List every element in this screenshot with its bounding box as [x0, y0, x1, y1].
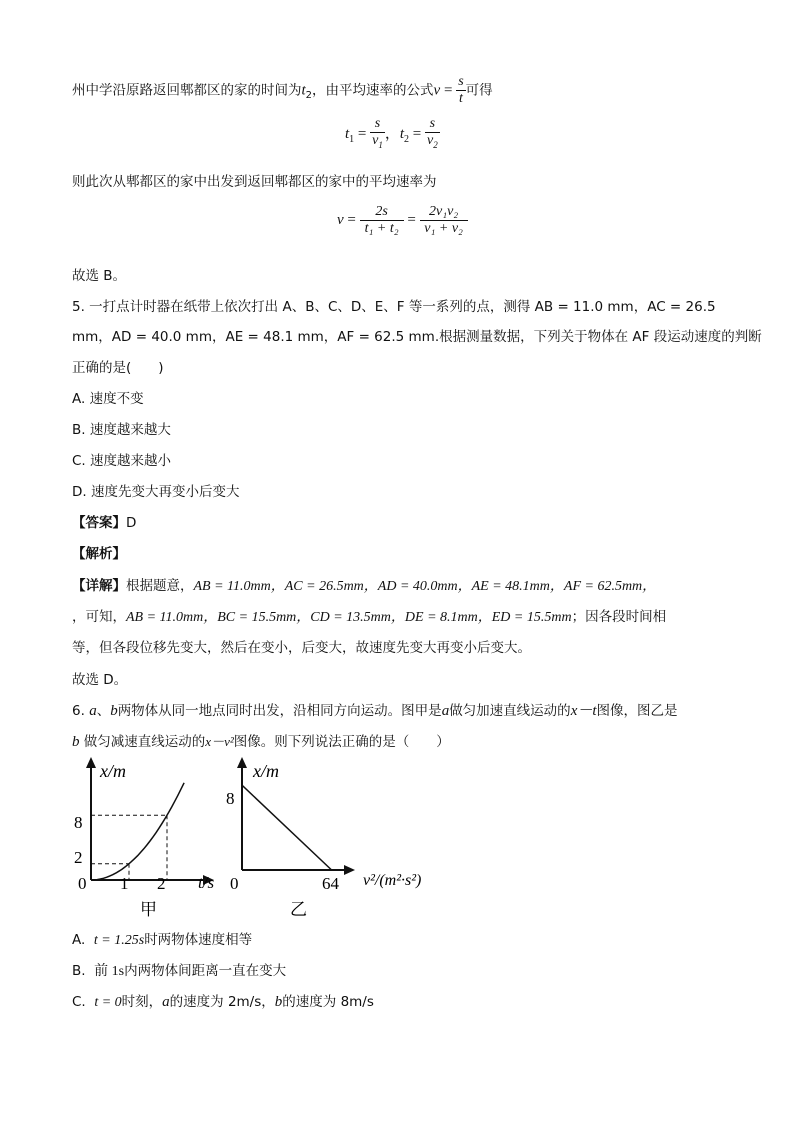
answer-value: D — [126, 515, 137, 531]
yi-ytick-8: 8 — [226, 789, 235, 808]
q6-stem-line-2: b 做匀减速直线运动的x－v²图像。则下列说法正确的是（ ） — [72, 734, 450, 750]
detail-label: 【详解】 — [72, 578, 126, 594]
yi-xtick-64: 64 — [322, 874, 339, 893]
equation-average-speed: v = $\frac{2s}{\text{t₁ + t₂}}$ = $\frac{\text{2v₁v₂}}{\text{v₁ + v₂}}$ — [337, 204, 468, 237]
text: ，由平均速率的公式 — [312, 82, 434, 99]
q6-option-b: B. 前 1s内两物体间距离一直在变大 — [72, 963, 287, 979]
jia-curve — [91, 783, 184, 880]
yi-y-arrow — [237, 757, 247, 768]
text: 可得 — [465, 82, 493, 99]
yi-y-label: x/m — [253, 761, 279, 781]
fraction-s-over-t: $\frac{s}{t}$ — [458, 74, 464, 106]
text: 州中学沿原路返回郫都区的家的时间为 — [72, 82, 302, 99]
equation-t1-t2: $t_1$ = $\frac{s}{v_1}$ ，$t_2$ = $\frac{s}{v_2}$ — [345, 116, 438, 150]
q6-figures — [60, 755, 480, 925]
q5-answer — [72, 513, 136, 533]
answer-label: 【答案】 — [72, 515, 126, 531]
q5-option-b: B. 速度越来越大 — [72, 422, 171, 438]
jia-y-label: x/m — [100, 761, 126, 781]
jia-y-arrow — [86, 757, 96, 768]
var-v: v — [433, 82, 441, 99]
q5-conclusion: 故选 D。 — [72, 672, 128, 688]
q6-option-a: A. t = 1.25s时两物体速度相等 — [72, 932, 253, 948]
jia-ytick-8: 8 — [74, 813, 83, 832]
text: 根据题意， — [126, 578, 194, 594]
segments: AB = 11.0mm，BC = 15.5mm，CD = 13.5mm，DE = 8.1mm，ED = 15.5mm — [126, 610, 572, 625]
text: ；因各段时间相 — [571, 609, 667, 625]
yi-caption: 乙 — [290, 900, 307, 919]
q5-option-c: C. 速度越来越小 — [72, 453, 172, 469]
figure-yi — [226, 757, 421, 919]
q5-option-a: A. 速度不变 — [72, 391, 144, 407]
q6-option-c: C. t = 0时刻，a的速度为 2m/s，b的速度为 8m/s — [72, 994, 374, 1010]
prev-line-2: 则此次从郫都区的家中出发到返回郫都区的家中的平均速率为 — [72, 174, 437, 190]
measurements: AB = 11.0mm，AC = 26.5mm，AD = 40.0mm，AE = 48.1mm，AF = 62.5mm， — [193, 579, 657, 594]
yi-xtick-0: 0 — [230, 874, 239, 893]
q5-stem-line-3: 正确的是( ) — [72, 360, 164, 376]
q5-detail-line-1 — [72, 576, 656, 597]
q5-detail-line-2 — [72, 607, 666, 628]
q6-stem-line-1: 6. a、b两物体从同一地点同时出发，沿相同方向运动。图甲是a做匀加速直线运动的x－t图像，图乙是 — [72, 703, 678, 719]
q5-analysis-label: 【解析】 — [72, 546, 126, 562]
var-t2: t — [301, 82, 306, 99]
jia-ytick-2: 2 — [74, 848, 83, 867]
jia-xtick-0: 0 — [78, 874, 87, 893]
jia-xtick-2: 2 — [157, 874, 166, 893]
q5-detail-line-3: 等，但各段位移先变大，然后在变小，后变大，故速度先变大再变小后变大。 — [72, 640, 531, 656]
figure-jia — [74, 757, 214, 919]
yi-x-label: v²/(m²·s²) — [363, 872, 422, 889]
q5-stem-line-1: 5. 一打点计时器在纸带上依次打出 A、B、C、D、E、F 等一系列的点，测得 AB = 11.0 mm，AC = 26.5 — [72, 299, 716, 315]
yi-line — [242, 785, 332, 870]
jia-xtick-1: 1 — [120, 874, 129, 893]
yi-x-arrow — [344, 865, 355, 875]
q5-stem-line-2: mm，AD = 40.0 mm，AE = 48.1 mm，AF = 62.5 mm.根据测量数据，下列关于物体在 AF 段运动速度的判断 — [72, 329, 762, 345]
jia-caption: 甲 — [140, 900, 157, 919]
text: ，可知， — [72, 609, 126, 625]
prev-conclusion: 故选 B。 — [72, 268, 127, 284]
jia-x-label: t/s — [198, 873, 215, 892]
sub: 2 — [305, 90, 313, 102]
prev-line-1: 州中学沿原路返回郫都区的家的时间为$t_2$，由平均速率的公式v = $\frac{s}{t}$ 可得 — [72, 74, 493, 106]
q5-option-d: D. 速度先变大再变小后变大 — [72, 484, 240, 500]
